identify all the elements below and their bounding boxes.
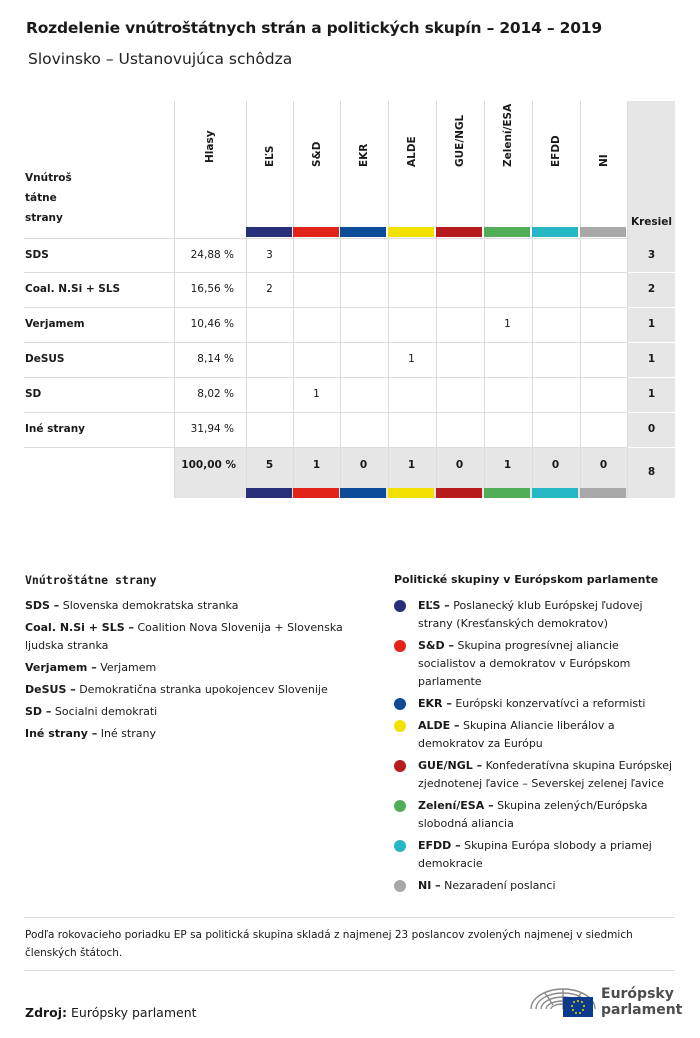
group-column-header: [532, 101, 579, 237]
group-color-bar: [436, 488, 482, 498]
group-column-header: [436, 101, 483, 237]
row-divider: [24, 447, 627, 448]
group-abbreviation: Zelení/ESA –: [418, 799, 494, 812]
seat-total: 1: [647, 353, 656, 365]
row-divider: [628, 412, 675, 413]
group-legend-item: [394, 877, 679, 895]
row-divider: [24, 342, 627, 343]
seat-total: 2: [647, 283, 656, 295]
national-parties-legend: [25, 597, 375, 747]
logo-line: parlament: [601, 1002, 683, 1018]
row-divider: [24, 412, 627, 413]
rules-note: Podľa rokovacieho poriadku EP sa politická skupina skladá z najmenej 23 poslancov zvolených najmenej v siedmich členských štátoch.: [25, 929, 633, 959]
group-seat-total: 0: [599, 459, 608, 471]
party-abbreviation: DeSUS –: [25, 683, 76, 696]
row-divider: [24, 377, 627, 378]
vote-share: 10,46 %: [190, 318, 234, 330]
row-divider: [628, 447, 675, 448]
vote-share: 8,02 %: [197, 388, 234, 400]
group-seat-total: 0: [359, 459, 368, 471]
group-header-label: GUE/NGL: [453, 114, 466, 167]
group-full-name: Nezaradení poslanci: [440, 879, 556, 892]
group-column-header: [580, 101, 627, 237]
seat-distribution-table: [24, 101, 675, 498]
party-abbreviation: SD –: [25, 705, 52, 718]
group-legend-item: [394, 717, 679, 753]
group-abbreviation: ALDE –: [418, 719, 460, 732]
grand-seat-total: 8: [647, 466, 656, 478]
seats-column-background: [628, 101, 675, 498]
party-legend-item: [25, 703, 375, 721]
seat-count: 1: [408, 353, 415, 365]
page-title: Rozdelenie vnútroštátnych strán a politických skupín – 2014 – 2019: [26, 19, 602, 37]
group-header-label: NI: [597, 154, 610, 167]
party-name: SDS: [25, 249, 49, 261]
group-legend-item: [394, 757, 679, 793]
group-color-bar: [293, 488, 339, 498]
group-color-dot-icon: [394, 840, 406, 852]
group-abbreviation: GUE/NGL –: [418, 759, 483, 772]
group-full-name: Skupina progresívnej aliancie socialistov a demokratov v Európskom parlamente: [418, 639, 631, 688]
party-name: SD: [25, 388, 42, 400]
party-name: DeSUS: [25, 353, 65, 365]
seat-total: 0: [647, 423, 656, 435]
party-header-line: strany: [25, 212, 63, 224]
group-legend-item: [394, 837, 679, 873]
row-divider: [24, 272, 627, 273]
group-color-dot-icon: [394, 800, 406, 812]
group-color-bar: [532, 227, 578, 237]
group-color-dot-icon: [394, 640, 406, 652]
group-legend-item: [394, 597, 679, 633]
group-abbreviation: EĽS –: [418, 599, 450, 612]
party-abbreviation: Verjamem –: [25, 661, 97, 674]
national-parties-legend-title: Vnútroštátne strany: [25, 573, 157, 587]
group-full-name: Skupina Európa slobody a priamej demokracie: [418, 839, 652, 870]
party-name: Iné strany: [25, 423, 86, 435]
group-column-header: [388, 101, 435, 237]
group-header-label: Zelení/ESA: [501, 103, 514, 167]
row-divider: [628, 307, 675, 308]
row-divider: [628, 342, 675, 343]
source-line: [25, 1005, 197, 1020]
party-abbreviation: Coal. N.Si + SLS –: [25, 621, 134, 634]
group-color-bar: [532, 488, 578, 498]
seat-total: 1: [647, 318, 656, 330]
group-color-dot-icon: [394, 600, 406, 612]
group-seat-total: 1: [312, 459, 321, 471]
group-full-name: Konfederatívna skupina Európskej zjednotenej ľavice – Severskej zelenej ľavice: [418, 759, 673, 790]
votes-column-header: [174, 101, 246, 237]
group-abbreviation: NI –: [418, 879, 441, 892]
group-abbreviation: EFDD –: [418, 839, 461, 852]
group-color-dot-icon: [394, 698, 406, 710]
party-abbreviation: SDS –: [25, 599, 60, 612]
party-legend-item: [25, 725, 375, 743]
party-header-line: tátne: [25, 192, 57, 204]
party-name: Verjamem: [25, 318, 85, 330]
seat-total: 1: [647, 388, 656, 400]
group-header-label: ALDE: [405, 136, 418, 167]
group-legend-item: [394, 695, 679, 713]
logo-wordmark: [601, 986, 682, 1018]
source-label: Zdroj:: [25, 1005, 68, 1020]
divider: [24, 970, 675, 971]
group-full-name: Poslanecký klub Európskej ľudovej strany (Kresťanských demokratov): [418, 599, 643, 630]
row-divider: [628, 377, 675, 378]
group-abbreviation: S&D –: [418, 639, 454, 652]
group-seat-total: 5: [265, 459, 274, 471]
group-header-label: EFDD: [549, 135, 562, 167]
group-seat-total: 0: [551, 459, 560, 471]
party-legend-item: [25, 619, 375, 655]
group-color-dot-icon: [394, 880, 406, 892]
vote-share: 31,94 %: [190, 423, 234, 435]
party-legend-item: [25, 681, 375, 699]
group-abbreviation: EKR –: [418, 697, 452, 710]
group-column-header: [293, 101, 340, 237]
group-color-bar: [580, 488, 626, 498]
vote-share: 24,88 %: [190, 249, 234, 261]
group-full-name: Európski konzervatívci a reformisti: [451, 697, 646, 710]
group-color-bar: [484, 488, 530, 498]
political-groups-legend-title: Politické skupiny v Európskom parlamente: [394, 573, 659, 586]
group-seat-total: 0: [455, 459, 464, 471]
vote-share: 16,56 %: [190, 283, 234, 295]
group-color-bar: [246, 488, 292, 498]
party-abbreviation: Iné strany –: [25, 727, 98, 740]
party-header-line: Vnútroš: [25, 172, 72, 184]
group-color-dot-icon: [394, 760, 406, 772]
seat-total: 3: [647, 249, 656, 261]
party-full-name: Verjamem: [96, 661, 157, 674]
row-divider: [24, 307, 627, 308]
party-full-name: Demokratična stranka upokojencev Slovenije: [75, 683, 328, 696]
party-legend-item: [25, 597, 375, 615]
group-color-bar: [484, 227, 530, 237]
seat-count: 1: [504, 318, 511, 330]
group-column-header: [246, 101, 293, 237]
seats-column-header: Kresiel: [630, 216, 672, 228]
source-value: Európsky parlament: [67, 1005, 197, 1020]
group-legend-item: [394, 797, 679, 833]
group-full-name: Skupina zelených/Európska slobodná aliancia: [418, 799, 648, 830]
column-divider: [627, 101, 628, 498]
row-divider: [628, 272, 675, 273]
group-color-dot-icon: [394, 720, 406, 732]
party-full-name: Slovenska demokratska stranka: [59, 599, 239, 612]
group-color-bar: [293, 227, 339, 237]
votes-total: 100,00 %: [181, 459, 236, 471]
seat-count: 2: [266, 283, 273, 295]
group-color-bar: [436, 227, 482, 237]
group-full-name: Skupina Aliancie liberálov a demokratov za Európu: [418, 719, 615, 750]
group-color-bar: [388, 227, 434, 237]
party-name: Coal. N.Si + SLS: [25, 283, 121, 295]
group-color-bar: [340, 488, 386, 498]
group-seat-total: 1: [503, 459, 512, 471]
logo-line: Európsky: [601, 986, 674, 1002]
group-header-label: EĽS: [263, 145, 276, 167]
group-header-label: S&D: [310, 141, 323, 167]
seat-count: 3: [266, 249, 273, 261]
group-header-label: EKR: [357, 143, 370, 167]
page-subtitle: Slovinsko – Ustanovujúca schôdza: [28, 50, 293, 68]
votes-header-label: Hlasy: [204, 130, 216, 163]
group-color-bar: [340, 227, 386, 237]
group-seat-total: 1: [407, 459, 416, 471]
group-column-header: [340, 101, 387, 237]
party-full-name: Iné strany: [97, 727, 156, 740]
group-legend-item: [394, 637, 679, 691]
party-column-header: [25, 168, 72, 228]
political-groups-legend: [394, 597, 679, 899]
row-divider: [24, 238, 627, 239]
party-legend-item: [25, 659, 375, 677]
vote-share: 8,14 %: [197, 353, 234, 365]
group-column-header: [484, 101, 531, 237]
group-color-bar: [388, 488, 434, 498]
party-full-name: Socialni demokrati: [51, 705, 158, 718]
group-color-bar: [580, 227, 626, 237]
divider: [24, 917, 675, 918]
group-color-bar: [246, 227, 292, 237]
seat-count: 1: [313, 388, 320, 400]
party-full-name: Coalition Nova Slovenija + Slovenska ljudska stranka: [25, 621, 343, 652]
